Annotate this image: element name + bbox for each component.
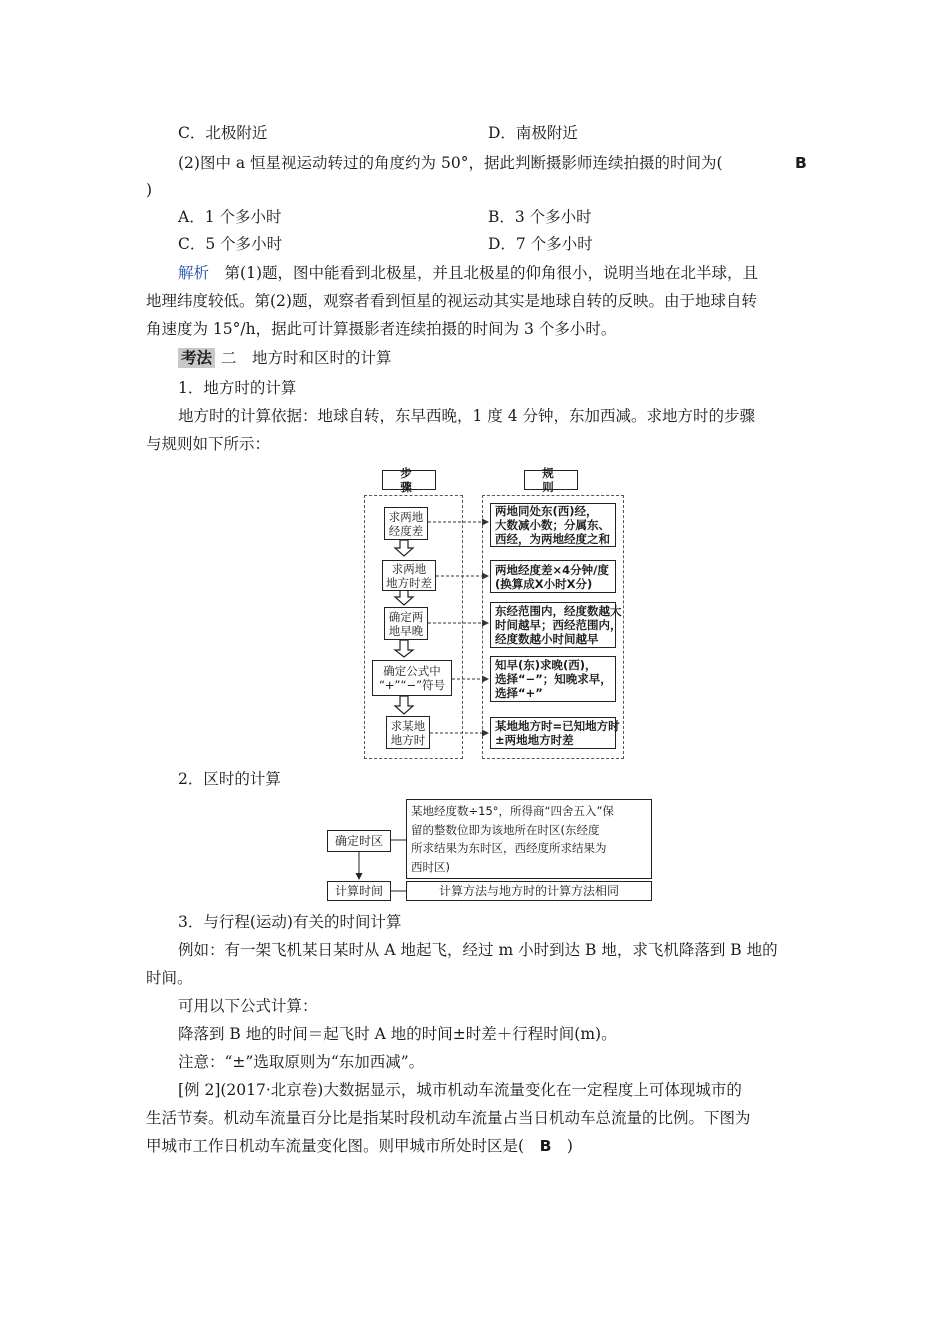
subheading-zone-time: 2．区时的计算 <box>178 770 281 788</box>
example2-answer: B <box>539 1137 552 1155</box>
analysis-line-1: 解析 第(1)题，图中能看到北极星，并且北极星的仰角很小，说明当地在北半球，且 <box>178 264 758 282</box>
q2-option-d: D．7 个多小时 <box>488 235 593 253</box>
analysis-line-2: 地理纬度较低。第(2)题，观察者看到恒星的视运动其实是地球自转的反映。由于地球自转 <box>146 292 757 310</box>
q2-option-b: B．3 个多小时 <box>488 208 592 226</box>
step-longitude-difference: 求两地 经度差 <box>384 507 428 540</box>
step-plus-minus-sign: 确定公式中 “+”“−”符号 <box>372 660 452 696</box>
analysis-label: 解析 <box>178 264 210 282</box>
step-determine-zone: 确定时区 <box>327 830 391 852</box>
rule-compute-time: 计算方法与地方时的计算方法相同 <box>406 881 652 901</box>
rule-longitude-difference: 两地同处东(西)经， 大数减小数；分属东、 西经，为两地经度之和 <box>490 503 616 547</box>
step-early-late: 确定两 地早晚 <box>384 607 428 640</box>
local-time-text-2: 与规则如下所示： <box>146 435 271 453</box>
subheading-travel-time: 3．与行程(运动)有关的时间计算 <box>178 913 402 931</box>
q2-stem-close: ) <box>146 181 153 199</box>
rules-header: 规 则 <box>524 470 578 490</box>
rule-local-time-difference: 两地经度差×4分钟/度 (换算成X小时X分) <box>490 560 616 593</box>
rule-early-late: 东经范围内，经度数越大 时间越早；西经范围内， 经度数越小时间越早 <box>490 602 616 648</box>
formula-intro: 可用以下公式计算： <box>178 997 318 1015</box>
q1-option-c: C．北极附近 <box>178 124 268 142</box>
q2-option-a: A．1 个多小时 <box>178 208 282 226</box>
rule-plus-minus-sign: 知早(东)求晚(西)， 选择“−”；知晚求早， 选择“+” <box>490 656 616 702</box>
step-find-local-time: 求某地 地方时 <box>386 716 430 749</box>
analysis-line-3: 角速度为 15°/h，据此可计算摄影者连续拍摄的时间为 3 个多小时。 <box>146 320 617 338</box>
section-tag: 考法 <box>178 348 215 368</box>
q2-option-c: C．5 个多小时 <box>178 235 283 253</box>
subheading-local-time: 1．地方时的计算 <box>178 379 297 397</box>
step-compute-time: 计算时间 <box>327 881 391 901</box>
rule-determine-zone: 某地经度数÷15°，所得商“四舍五入”保 留的整数位即为该地所在时区(东经度 所求结果为东时区，西经度所求结果为 西时区) <box>406 799 652 879</box>
local-time-text-1: 地方时的计算依据：地球自转，东早西晚，1 度 4 分钟，东加西减。求地方时的步骤 <box>178 407 756 425</box>
example2-line-3: 甲城市工作日机动车流量变化图。则甲城市所处时区是( B ) <box>146 1137 573 1155</box>
example-line-2: 时间。 <box>146 969 193 987</box>
q2-answer: B <box>795 154 807 172</box>
steps-header: 步 骤 <box>382 470 436 490</box>
section-title: 二 地方时和区时的计算 <box>221 349 392 367</box>
note: 注意：“±”选取原则为“东加西减”。 <box>178 1053 425 1071</box>
formula: 降落到 B 地的时间＝起飞时 A 地的时间±时差＋行程时间(m)。 <box>178 1025 617 1043</box>
example-line-1: 例如：有一架飞机某日某时从 A 地起飞，经过 m 小时到达 B 地，求飞机降落到 B 地的 <box>178 941 778 959</box>
q1-option-d: D．南极附近 <box>488 124 578 142</box>
step-local-time-difference: 求两地 地方时差 <box>382 560 436 591</box>
q2-stem: (2)图中 a 恒星视运动转过的角度约为 50°，据此判断摄影师连续拍摄的时间为( <box>178 154 723 172</box>
example2-line-2: 生活节奏。机动车流量百分比是指某时段机动车流量占当日机动车总流量的比例。下图为 <box>146 1109 751 1127</box>
example2-line-1: [例 2](2017·北京卷)大数据显示，城市机动车流量变化在一定程度上可体现城市的 <box>178 1081 742 1099</box>
rule-find-local-time: 某地地方时=已知地方时 ±两地地方时差 <box>490 717 616 749</box>
